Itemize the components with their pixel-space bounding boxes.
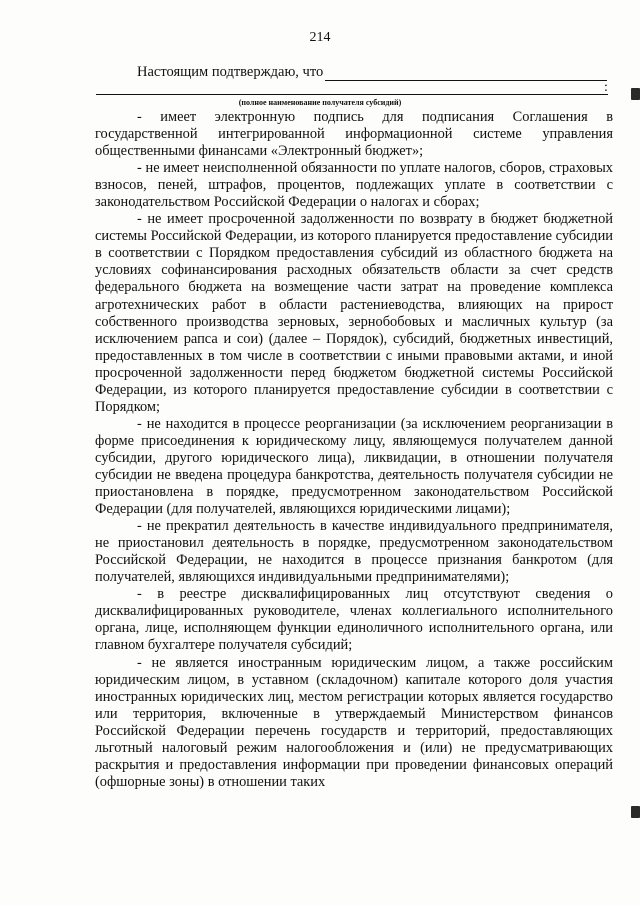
paragraph-entrepreneur-activity: - не прекратил деятельность в качестве индивидуального предпринимателя, не приостановил деятельность в порядке, предусмотренном законодательством Российской Федерации, не находится в процессе признания банкротом (для получателей, являющихся индивидуальными предпринимателями); [95, 518, 613, 586]
recipient-caption: (полное наименование получателя субсидий) [238, 98, 402, 107]
paragraph-overdue-debt: - не имеет просроченной задолженности по возврату в бюджет бюджетной системы Российской Федерации, из которого планируется предоставление субсидии в соответствии с Порядком предоставления субсидий из областного бюджета на условиях софинансирования расходных обязательств области за счет средств федерального бюджета на возмещение части затрат на проведение комплекса агротехнических работ в области растениеводства, влияющих на прирост собственного производства зерновых, зернобобовых и масличных культур (за исключением рапса и сои) (далее – Порядок), субсидий, бюджетных инвестиций, предоставленных в том числе в соответствии с иными правовыми актами, и иной просроченной задолженности перед бюджетом бюджетной системы Российской Федерации, из которого планируется предоставление субсидии в соответствии с Порядком; [95, 211, 613, 415]
paragraph-foreign-entity: - не является иностранным юридическим лицом, а также российским юридическим лицом, в уставном (складочном) капитале которого доля участия иностранных юридических лиц, местом регистрации которых является государство или территория, включенные в утверждаемый Министерством финансов Российской Федерации перечень государств и территорий, предоставляющих льготный налоговый режим налогообложения и (или) не предусматривающих раскрытия и предоставления информации при проведении финансовых операций (офшорные зоны) в отношении таких [95, 654, 613, 790]
document-body [95, 109, 613, 791]
confirmation-line [137, 64, 607, 81]
paragraph-electronic-signature: - имеет электронную подпись для подписания Соглашения в государственной интегрированной информационной системе управления общественными финансами «Электронный бюджет»; [95, 109, 613, 160]
binding-edge-mark [631, 88, 640, 100]
paragraph-tax-obligations: - не имеет неисполненной обязанности по уплате налогов, сборов, страховых взносов, пеней, штрафов, процентов, подлежащих уплате в соответствии с законодательством Российской Федерации о налогах и сборах; [95, 160, 613, 211]
paragraph-reorganization: - не находится в процессе реорганизации (за исключением реорганизации в форме присоединения к юридическому лицу, являющемуся получателем данной субсидии, другого юридического лица), ликвидации, в отношении получателя субсидии не введена процедура банкротства, деятельность получателя субсидии не приостановлена в порядке, предусмотренном законодательством Российской Федерации (для получателей, являющихся юридическими лицами); [95, 415, 613, 518]
recipient-line-colon: : [604, 80, 608, 95]
binding-edge-mark [631, 806, 640, 818]
recipient-blank-line [325, 66, 607, 81]
paragraph-disqualified-persons: - в реестре дисквалифицированных лиц отсутствуют сведения о дисквалифицированных руководителе, членах коллегиального исполнительного органа, лице, исполняющем функции единоличного исполнительного органа, или главном бухгалтере получателя субсидий; [95, 586, 613, 654]
recipient-name-line [96, 93, 608, 95]
page-number: 214 [309, 30, 331, 45]
confirmation-lead-text: Настоящим подтверждаю, что [137, 64, 324, 80]
